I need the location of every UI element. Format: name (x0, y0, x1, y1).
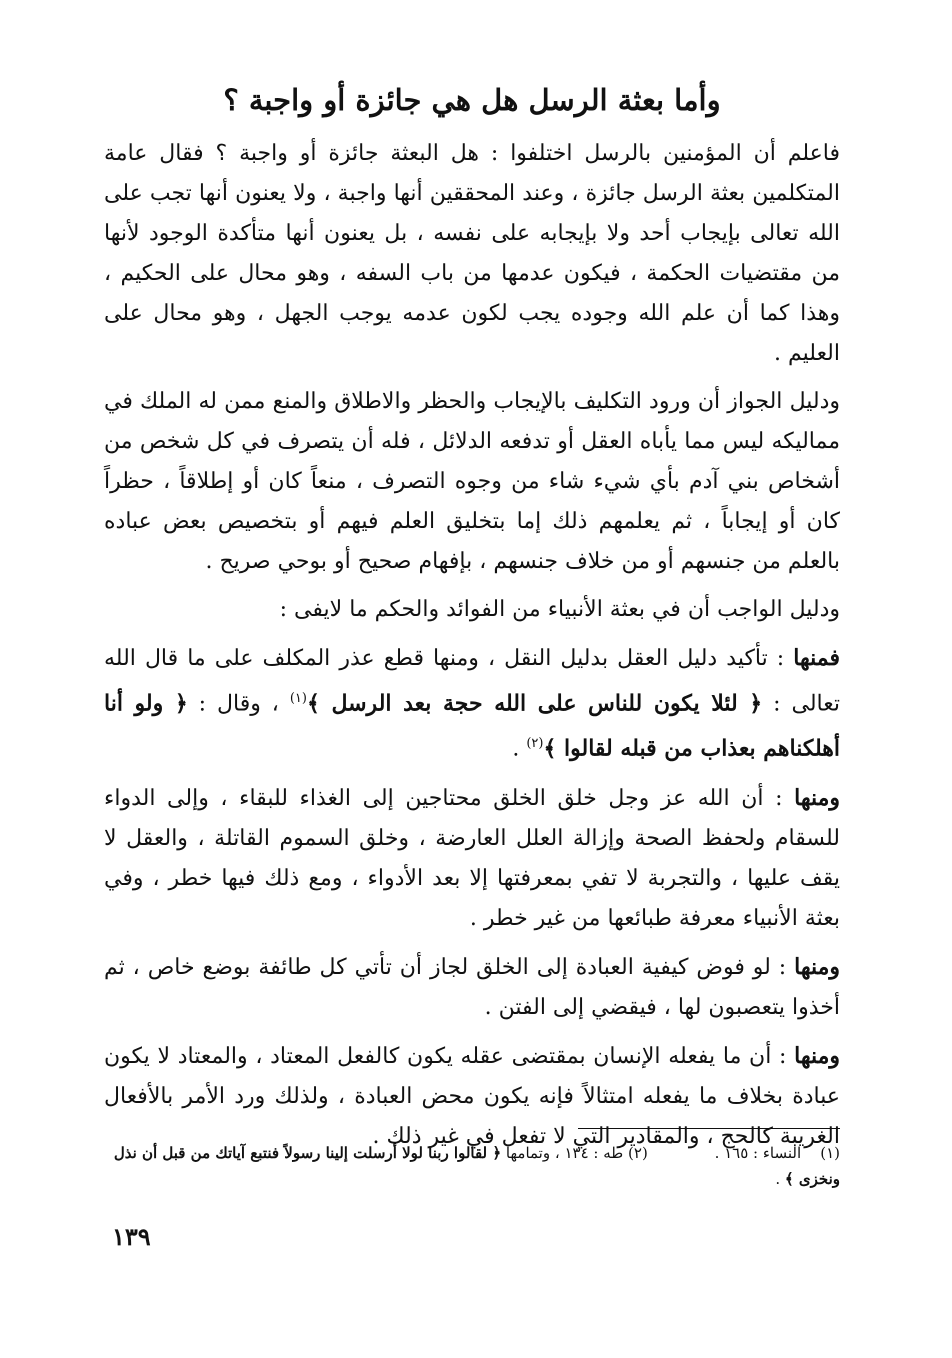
paragraph-5 (104, 778, 840, 939)
paragraph-text: . (512, 736, 527, 762)
page-body (104, 78, 840, 1165)
paragraph-text: : أن الله عز وجل خلق الخلق محتاجين إلى الغذاء للبقاء ، وإلى الدواء للسقام ولحفظ الصحة وإزالة العلل العارضة ، وخلق السموم القاتلة ، والعقل لا يقف عليها ، والتجربة لا تفي بمعرفتها إلا بعد الأدواء ، ومع ذلك فيها خطر ، وفي بعثة الأنبياء معرفة طبائعها من غير خطر . (104, 785, 840, 931)
footnote-1-mark: (١) (820, 1144, 840, 1162)
quran-verse: ﴿ ولو أنا أهلكناهم بعذاب من قبله لقالوا ﴾ (104, 690, 840, 762)
footnote-1-text: النساء : ١٦٥ . (714, 1144, 802, 1162)
paragraph-lead: فمنها (793, 645, 840, 671)
footnote-2-mark: (٢) (628, 1144, 648, 1162)
paragraph-7 (104, 1036, 840, 1157)
footnote-2-verse: ﴿ لقالوا ربنا لولا أرسلت إلينا رسولاً فنتبع آياتك من قبل أن نذل ونخزى ﴾ (113, 1144, 840, 1188)
footnote-ref: (٢) (526, 736, 544, 752)
footnote-2-text: طه : ١٣٤ ، وتمامها (505, 1144, 624, 1162)
footnote-2-end: . (775, 1170, 785, 1188)
paragraph-text: : تأكيد دليل العقل بدليل النقل ، ومنها قطع عذر المكلف على ما قال الله تعالى : (104, 646, 840, 717)
paragraph-4 (104, 638, 840, 770)
footnote-divider (578, 1128, 840, 1129)
paragraph-6 (104, 947, 840, 1028)
paragraph-lead: ومنها (794, 953, 840, 980)
footnote-block (104, 1140, 840, 1192)
paragraph-1: فاعلم أن المؤمنين بالرسل اختلفوا : هل البعثة جائزة أو واجبة ؟ فقال عامة المتكلمين بعثة الرسل جائزة ، وعند المحققين أنها واجبة ، ولا يعنون أنها تجب على الله تعالى بإيجاب أحد ولا بإيجابه على نفسه ، بل يعنون أنها متأكدة الوجود لأنها من مقتضيات الحكمة ، فيكون عدمها من باب السفه ، وهو محال على الحكيم ، وهذا كما أن علم الله وجوده يجب لكون عدمه يوجب الجهل ، وهو محال على العليم . (104, 141, 840, 366)
paragraph-lead: ومنها (794, 784, 840, 811)
paragraph-2: ودليل الجواز أن ورود التكليف بالإيجاب والحظر والاطلاق والمنع ممن له الملك في مماليكه ليس مما يأباه العقل أو تدفعه الدلائل ، فله أن يتصرف في كل شخص من أشخاص بني آدم بأي شيء شاء من وجوه التصرف ، منعاً كان أو إطلاقاً ، حظراً كان أو إيجاباً ، ثم يعلمهم ذلك إما بتخليق العلم فيهم أو بتخصيص بعض عباده بالعلم من جنسهم أو من خلاف جنسهم ، بإفهام صحيح أو بوحي صريح . (104, 389, 840, 574)
footnote-ref: (١) (289, 691, 307, 706)
paragraph-lead: ومنها (794, 1042, 840, 1069)
paragraph-text: : لو فوض كيفية العبادة إلى الخلق لجاز أن تأتي كل طائفة بوضع خاص ، ثم أخذوا يتعصبون لها ، فيقضي إلى الفتن . (104, 954, 840, 1020)
paragraph-text: : أن ما يفعله الإنسان بمقتضى عقله يكون كالفعل المعتاد ، والمعتاد لا يكون عبادة بخلاف ما يفعله امتثالاً فإنه يكون محض العبادة ، ولذلك ورد الأمر بالأفعال الغريبة كالحج ، والمقادير التي لا تفعل في غير ذلك . (104, 1043, 840, 1149)
page-title: وأما بعثة الرسل هل هي جائزة أو واجبة ؟ (223, 83, 721, 117)
page-number: ١٣٩ (112, 1222, 151, 1251)
paragraph-3: ودليل الواجب أن في بعثة الأنبياء من الفوائد والحكم ما لايفى : (279, 597, 840, 622)
paragraph-text: ، وقال : (187, 691, 290, 717)
footnotes (104, 1140, 840, 1192)
quran-verse: ﴿ لئلا يكون للناس على الله حجة بعد الرسل ﴾ (306, 690, 763, 717)
